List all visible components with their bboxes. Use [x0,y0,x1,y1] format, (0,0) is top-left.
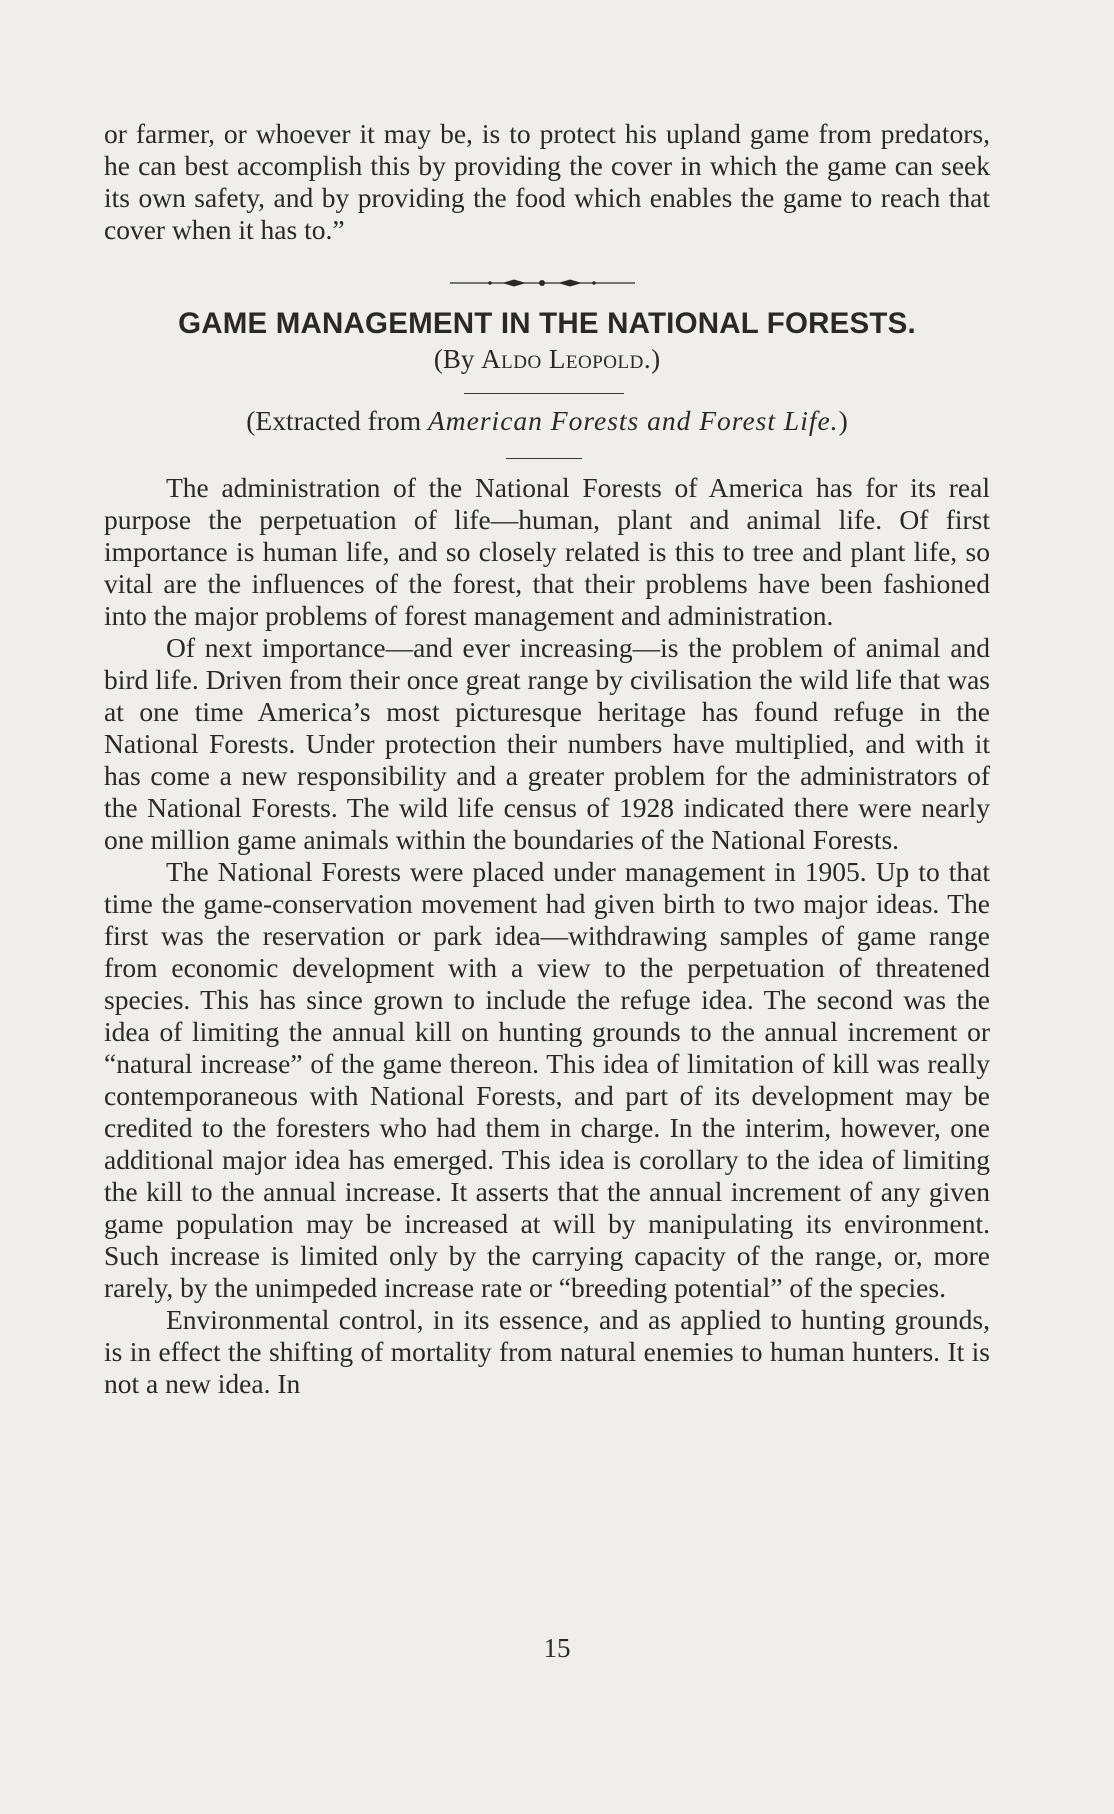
section-divider-ornament [450,276,635,290]
byline-suffix: ) [651,344,661,374]
opening-text-block [104,118,990,246]
source-note-prefix: (Extracted from [246,405,428,436]
divider-rule-lower [506,458,582,459]
body-paragraph: The National Forests were placed under management in 1905. Up to that time the game-conservation movement had given birth to two major ideas. The first was the reservation or park idea—withdrawing samples of game range from economic development with a view to the perpetuation of threatened species. This has since grown to include the refuge idea. The second was the idea of limiting the annual kill on hunting grounds to the annual increment or “natural increase” of the game thereon. This idea of limitation of kill was really contemporaneous with National Forests, and part of its development may be credited to the foresters who had them in charge. In the interim, however, one additional major idea has emerged. This idea is corollary to the idea of limiting the kill to the annual increase. It asserts that the annual increment of any given game population may be increased at will by manipulating its environment. Such increase is limited only by the carrying capacity of the range, or, more rarely, by the unimpeded increase rate or “breeding potential” of the species. [104,856,990,1303]
article-title: GAME MANAGEMENT IN THE NATIONAL FORESTS. [178,307,916,340]
author-name: Aldo Leopold. [481,344,652,374]
article-body [104,472,990,1400]
article-byline [104,344,990,375]
byline-prefix: (By [433,344,482,374]
body-paragraph: Environmental control, in its essence, and as applied to hunting grounds, is in effect the shifting of mortality from natural enemies to human hunters. It is not a new idea. In [104,1304,990,1399]
page-number: 15 [543,1633,571,1663]
body-paragraph: Of next importance—and ever increasing—is the problem of animal and bird life. Driven from their once great range by civilisation the wild life that was at one time America’s most picturesque heritage has found refuge in the National Forests. Under protection their numbers have multiplied, and with it has come a new responsibility and a greater problem for the administrators of the National Forests. The wild life census of 1928 indicated there were nearly one million game animals within the boundaries of the National Forests. [104,632,990,855]
source-publication: American Forests and Forest Life. [427,405,839,436]
source-note-suffix: ) [838,405,848,436]
divider-rule-upper [464,393,624,394]
opening-paragraph: or farmer, or whoever it may be, is to protect his upland game from predators, he can best accomplish this by providing the cover in which the game can seek its own safety, and by providing the food which enables the game to reach that cover when it has to.” [104,118,990,245]
body-paragraph: The administration of the National Forests of America has for its real purpose the perpetuation of life—human, plant and animal life. Of first importance is human life, and so closely related is this to tree and plant life, so vital are the influences of the forest, that their problems have been fashioned into the major problems of forest management and administration. [104,472,990,631]
source-note [104,405,990,437]
